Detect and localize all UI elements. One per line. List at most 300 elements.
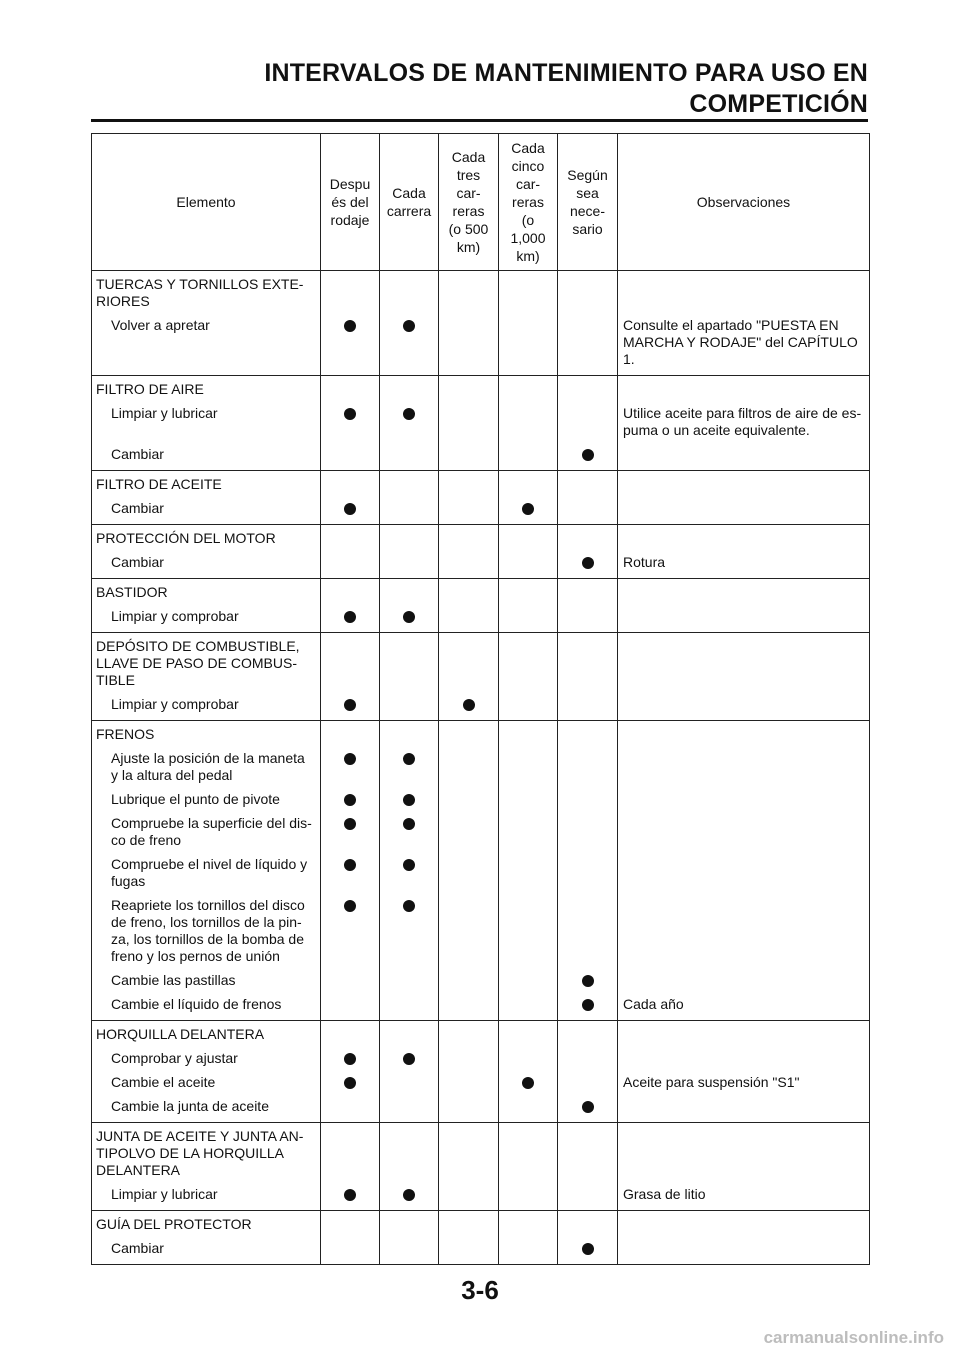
- interval-cell-despues-rodaje: [321, 554, 380, 579]
- category-label: [92, 271, 321, 318]
- interval-cell-despues-rodaje: [321, 500, 380, 525]
- table-row: [92, 750, 870, 791]
- bullet-icon: [463, 699, 475, 711]
- bullet-icon: [344, 859, 356, 871]
- category-label: [92, 525, 321, 555]
- empty-cell: [499, 471, 558, 501]
- empty-cell: [380, 271, 439, 318]
- empty-cell: [558, 1021, 618, 1051]
- item-label: [92, 1074, 321, 1098]
- header-line: nece-: [569, 203, 606, 219]
- interval-cell-cada-tres-carreras: [439, 405, 499, 446]
- item-line: Cambie la junta de aceite: [111, 1098, 269, 1114]
- header-line: és del: [331, 194, 369, 210]
- empty-cell: [618, 1123, 870, 1187]
- observation: [618, 317, 870, 376]
- header-line: 1,000: [510, 230, 546, 246]
- header-line: km): [516, 248, 540, 264]
- bullet-icon: [403, 818, 415, 830]
- item-line: Cambie el aceite: [111, 1074, 216, 1090]
- item-label: [92, 750, 321, 791]
- interval-cell-despues-rodaje: [321, 791, 380, 815]
- header-elemento: Elemento: [92, 134, 321, 271]
- observation: [618, 750, 870, 791]
- empty-cell: [380, 471, 439, 501]
- bullet-icon: [582, 1101, 594, 1113]
- empty-cell: [558, 471, 618, 501]
- interval-cell-segun-sea-necesario: [558, 608, 618, 633]
- page-title-line-1: INTERVALOS DE MANTENIMIENTO PARA USO EN: [264, 59, 868, 87]
- empty-cell: [439, 525, 499, 555]
- interval-cell-segun-sea-necesario: [558, 317, 618, 376]
- interval-cell-cada-carrera: [380, 405, 439, 446]
- category-line: TIBLE: [96, 672, 135, 688]
- empty-cell: [618, 525, 870, 555]
- interval-cell-cada-cinco-carreras: [499, 1240, 558, 1265]
- empty-cell: [439, 271, 499, 318]
- bullet-icon: [403, 611, 415, 623]
- empty-cell: [439, 471, 499, 501]
- interval-cell-cada-tres-carreras: [439, 972, 499, 996]
- interval-cell-cada-tres-carreras: [439, 1098, 499, 1123]
- interval-cell-cada-tres-carreras: [439, 897, 499, 972]
- header-line: Según: [567, 167, 608, 183]
- bullet-icon: [522, 503, 534, 515]
- observation-line: Consulte el apartado "PUESTA EN: [623, 317, 839, 333]
- category-row: [92, 376, 870, 406]
- item-line: Comprobar y ajustar: [111, 1050, 238, 1066]
- interval-cell-cada-cinco-carreras: [499, 405, 558, 446]
- observation: [618, 500, 870, 525]
- observation-line: Grasa de litio: [623, 1186, 706, 1202]
- interval-cell-cada-carrera: [380, 696, 439, 721]
- interval-cell-cada-carrera: [380, 1240, 439, 1265]
- item-label: [92, 815, 321, 856]
- category-row: [92, 271, 870, 318]
- bullet-icon: [344, 1077, 356, 1089]
- interval-cell-segun-sea-necesario: [558, 554, 618, 579]
- interval-cell-cada-tres-carreras: [439, 554, 499, 579]
- header-line: reras: [512, 194, 544, 210]
- header-line: tres: [456, 167, 481, 183]
- category-label: [92, 721, 321, 751]
- observation: [618, 446, 870, 471]
- observation: [618, 1240, 870, 1265]
- empty-cell: [439, 1123, 499, 1187]
- empty-cell: [380, 579, 439, 609]
- empty-cell: [499, 721, 558, 751]
- empty-cell: [618, 1211, 870, 1241]
- interval-cell-cada-cinco-carreras: [499, 1050, 558, 1074]
- empty-cell: [499, 1021, 558, 1051]
- category-row: [92, 1021, 870, 1051]
- interval-cell-cada-carrera: [380, 1186, 439, 1211]
- category-line: BASTIDOR: [96, 584, 168, 600]
- bullet-icon: [582, 449, 594, 461]
- interval-cell-cada-tres-carreras: [439, 1240, 499, 1265]
- item-line: Cambiar: [111, 1240, 164, 1256]
- table-row: [92, 608, 870, 633]
- bullet-icon: [344, 818, 356, 830]
- header-line: (o: [521, 212, 535, 228]
- observation: [618, 791, 870, 815]
- item-label: [92, 500, 321, 525]
- interval-cell-despues-rodaje: [321, 897, 380, 972]
- category-row: [92, 721, 870, 751]
- item-line: Limpiar y lubricar: [111, 405, 218, 421]
- watermark: carmanualsonline.info: [763, 1328, 944, 1347]
- observation: [618, 815, 870, 856]
- interval-cell-segun-sea-necesario: [558, 1186, 618, 1211]
- maintenance-table: [91, 133, 870, 1265]
- empty-cell: [321, 1021, 380, 1051]
- empty-cell: [618, 471, 870, 501]
- interval-cell-segun-sea-necesario: [558, 856, 618, 897]
- observation: [618, 608, 870, 633]
- interval-cell-despues-rodaje: [321, 750, 380, 791]
- item-line: fugas: [111, 873, 146, 889]
- interval-cell-cada-carrera: [380, 750, 439, 791]
- header-line: car-: [515, 176, 541, 192]
- header-observaciones: Observaciones: [618, 134, 870, 271]
- interval-cell-cada-cinco-carreras: [499, 897, 558, 972]
- empty-cell: [380, 1021, 439, 1051]
- item-label: [92, 405, 321, 446]
- category-row: [92, 579, 870, 609]
- item-line: Cambie las pastillas: [111, 972, 236, 988]
- page-title: [264, 58, 868, 120]
- interval-cell-cada-tres-carreras: [439, 446, 499, 471]
- interval-cell-despues-rodaje: [321, 446, 380, 471]
- interval-cell-cada-tres-carreras: [439, 500, 499, 525]
- interval-cell-cada-cinco-carreras: [499, 791, 558, 815]
- bullet-icon: [582, 557, 594, 569]
- observation-line: MARCHA Y RODAJE" del CAPÍTULO: [623, 334, 858, 350]
- item-label: [92, 791, 321, 815]
- category-label: [92, 376, 321, 406]
- interval-cell-cada-cinco-carreras: [499, 500, 558, 525]
- interval-cell-cada-cinco-carreras: [499, 317, 558, 376]
- bullet-icon: [522, 1077, 534, 1089]
- header-line: car-: [456, 185, 481, 201]
- item-line: Compruebe el nivel de líquido y: [111, 856, 308, 872]
- empty-cell: [558, 1123, 618, 1187]
- category-line: PROTECCIÓN DEL MOTOR: [96, 530, 276, 546]
- table-row: [92, 1098, 870, 1123]
- interval-cell-despues-rodaje: [321, 1186, 380, 1211]
- empty-cell: [321, 271, 380, 318]
- interval-cell-cada-cinco-carreras: [499, 696, 558, 721]
- interval-cell-cada-tres-carreras: [439, 1074, 499, 1098]
- observation-line: Utilice aceite para filtros de aire de es-: [623, 405, 862, 421]
- interval-cell-segun-sea-necesario: [558, 996, 618, 1021]
- empty-cell: [439, 376, 499, 406]
- header-line: carrera: [386, 203, 432, 219]
- empty-cell: [439, 1021, 499, 1051]
- header-line: sario: [572, 221, 603, 237]
- table-row: [92, 972, 870, 996]
- category-line: GUÍA DEL PROTECTOR: [96, 1216, 252, 1232]
- empty-cell: [499, 1211, 558, 1241]
- observation-line: Rotura: [623, 554, 666, 570]
- bullet-icon: [344, 753, 356, 765]
- interval-cell-cada-carrera: [380, 996, 439, 1021]
- category-label: [92, 1123, 321, 1187]
- interval-cell-cada-cinco-carreras: [499, 996, 558, 1021]
- interval-cell-despues-rodaje: [321, 972, 380, 996]
- header-line: Despu: [329, 176, 371, 192]
- item-line: Limpiar y lubricar: [111, 1186, 218, 1202]
- empty-cell: [380, 1123, 439, 1187]
- observation: [618, 405, 870, 446]
- category-line: FILTRO DE AIRE: [96, 381, 204, 397]
- empty-cell: [499, 271, 558, 318]
- table-row: [92, 554, 870, 579]
- interval-cell-cada-cinco-carreras: [499, 1074, 558, 1098]
- bullet-icon: [344, 320, 356, 332]
- observation: [618, 1186, 870, 1211]
- interval-cell-segun-sea-necesario: [558, 750, 618, 791]
- empty-cell: [558, 721, 618, 751]
- empty-cell: [321, 633, 380, 697]
- interval-cell-cada-tres-carreras: [439, 996, 499, 1021]
- header-line: (o 500: [448, 221, 489, 237]
- empty-cell: [439, 633, 499, 697]
- table-row: [92, 446, 870, 471]
- table-row: [92, 1186, 870, 1211]
- interval-cell-cada-cinco-carreras: [499, 856, 558, 897]
- interval-cell-cada-tres-carreras: [439, 696, 499, 721]
- empty-cell: [439, 1211, 499, 1241]
- page-title-line-2: COMPETICIÓN: [689, 90, 868, 118]
- interval-cell-cada-carrera: [380, 791, 439, 815]
- empty-cell: [380, 633, 439, 697]
- observation: [618, 1050, 870, 1074]
- empty-cell: [439, 721, 499, 751]
- category-line: HORQUILLA DELANTERA: [96, 1026, 265, 1042]
- table-body: [92, 271, 870, 1265]
- interval-cell-cada-carrera: [380, 972, 439, 996]
- header-line: rodaje: [330, 212, 370, 228]
- category-line: TIPOLVO DE LA HORQUILLA: [96, 1145, 285, 1161]
- observation: [618, 1098, 870, 1123]
- category-line: JUNTA DE ACEITE Y JUNTA AN-: [96, 1128, 304, 1144]
- interval-cell-cada-carrera: [380, 1098, 439, 1123]
- observation-line: Cada año: [623, 996, 684, 1012]
- interval-cell-segun-sea-necesario: [558, 972, 618, 996]
- interval-cell-cada-tres-carreras: [439, 750, 499, 791]
- item-label: [92, 1050, 321, 1074]
- observation: [618, 696, 870, 721]
- interval-cell-despues-rodaje: [321, 996, 380, 1021]
- empty-cell: [558, 271, 618, 318]
- table-row: [92, 1240, 870, 1265]
- bullet-icon: [344, 1053, 356, 1065]
- table-row: [92, 1074, 870, 1098]
- interval-cell-cada-carrera: [380, 554, 439, 579]
- table-row: [92, 317, 870, 376]
- observation-line: Aceite para suspensión "S1": [623, 1074, 800, 1090]
- observation-line: 1.: [623, 351, 635, 367]
- interval-cell-cada-cinco-carreras: [499, 815, 558, 856]
- empty-cell: [499, 579, 558, 609]
- table-row: [92, 791, 870, 815]
- interval-cell-cada-carrera: [380, 1050, 439, 1074]
- header-cada-tres-carreras: [439, 134, 499, 271]
- bullet-icon: [344, 794, 356, 806]
- bullet-icon: [403, 794, 415, 806]
- observation: [618, 897, 870, 972]
- header-cada-cinco-carreras: [499, 134, 558, 271]
- interval-cell-segun-sea-necesario: [558, 1074, 618, 1098]
- category-row: [92, 1123, 870, 1187]
- category-line: DEPÓSITO DE COMBUSTIBLE,: [96, 638, 300, 654]
- interval-cell-segun-sea-necesario: [558, 897, 618, 972]
- empty-cell: [439, 579, 499, 609]
- interval-cell-segun-sea-necesario: [558, 446, 618, 471]
- empty-cell: [618, 721, 870, 751]
- item-label: [92, 996, 321, 1021]
- category-line: TUERCAS Y TORNILLOS EXTE-: [96, 276, 304, 292]
- category-label: [92, 579, 321, 609]
- category-label: [92, 633, 321, 697]
- item-line: freno y los pernos de unión: [111, 948, 280, 964]
- interval-cell-despues-rodaje: [321, 608, 380, 633]
- bullet-icon: [403, 753, 415, 765]
- interval-cell-cada-cinco-carreras: [499, 446, 558, 471]
- empty-cell: [380, 721, 439, 751]
- interval-cell-despues-rodaje: [321, 1240, 380, 1265]
- interval-cell-cada-tres-carreras: [439, 1050, 499, 1074]
- header-line: cinco: [511, 158, 545, 174]
- bullet-icon: [403, 859, 415, 871]
- interval-cell-cada-tres-carreras: [439, 791, 499, 815]
- bullet-icon: [344, 900, 356, 912]
- table-row: [92, 897, 870, 972]
- item-line: Lubrique el punto de pivote: [111, 791, 280, 807]
- category-label: [92, 1021, 321, 1051]
- category-line: FILTRO DE ACEITE: [96, 476, 222, 492]
- observation: [618, 996, 870, 1021]
- bullet-icon: [344, 408, 356, 420]
- item-line: Limpiar y comprobar: [111, 696, 239, 712]
- interval-cell-segun-sea-necesario: [558, 1050, 618, 1074]
- interval-cell-segun-sea-necesario: [558, 791, 618, 815]
- interval-cell-cada-cinco-carreras: [499, 1186, 558, 1211]
- item-label: [92, 608, 321, 633]
- empty-cell: [499, 633, 558, 697]
- category-label: [92, 471, 321, 501]
- bullet-icon: [403, 408, 415, 420]
- empty-cell: [558, 1211, 618, 1241]
- item-line: Cambiar: [111, 500, 164, 516]
- category-line: LLAVE DE PASO DE COMBUS-: [96, 655, 297, 671]
- empty-cell: [618, 633, 870, 697]
- empty-cell: [618, 1021, 870, 1051]
- bullet-icon: [403, 1053, 415, 1065]
- empty-cell: [499, 525, 558, 555]
- interval-cell-cada-carrera: [380, 856, 439, 897]
- interval-cell-cada-cinco-carreras: [499, 1098, 558, 1123]
- category-label: [92, 1211, 321, 1241]
- interval-cell-segun-sea-necesario: [558, 500, 618, 525]
- observation: [618, 972, 870, 996]
- interval-cell-segun-sea-necesario: [558, 696, 618, 721]
- item-line: Limpiar y comprobar: [111, 608, 239, 624]
- interval-cell-segun-sea-necesario: [558, 815, 618, 856]
- item-label: [92, 897, 321, 972]
- interval-cell-cada-carrera: [380, 897, 439, 972]
- interval-cell-cada-carrera: [380, 815, 439, 856]
- table-row: [92, 500, 870, 525]
- empty-cell: [380, 1211, 439, 1241]
- bullet-icon: [344, 611, 356, 623]
- observation: [618, 1074, 870, 1098]
- bullet-icon: [403, 900, 415, 912]
- empty-cell: [321, 1123, 380, 1187]
- interval-cell-cada-carrera: [380, 1074, 439, 1098]
- bullet-icon: [344, 699, 356, 711]
- bullet-icon: [403, 320, 415, 332]
- empty-cell: [558, 633, 618, 697]
- interval-cell-cada-cinco-carreras: [499, 554, 558, 579]
- item-label: [92, 696, 321, 721]
- item-line: Cambie el líquido de frenos: [111, 996, 282, 1012]
- item-line: Compruebe la superficie del dis-: [111, 815, 312, 831]
- empty-cell: [321, 376, 380, 406]
- item-label: [92, 972, 321, 996]
- category-row: [92, 471, 870, 501]
- interval-cell-despues-rodaje: [321, 1050, 380, 1074]
- bullet-icon: [582, 1243, 594, 1255]
- item-label: [92, 856, 321, 897]
- empty-cell: [321, 721, 380, 751]
- category-row: [92, 1211, 870, 1241]
- category-row: [92, 525, 870, 555]
- table-row: [92, 405, 870, 446]
- interval-cell-despues-rodaje: [321, 856, 380, 897]
- item-label: [92, 446, 321, 471]
- table-row: [92, 856, 870, 897]
- header-line: sea: [576, 185, 599, 201]
- interval-cell-segun-sea-necesario: [558, 1240, 618, 1265]
- header-line: Cada: [392, 185, 426, 201]
- interval-cell-cada-carrera: [380, 317, 439, 376]
- header-line: Cada: [511, 140, 545, 156]
- interval-cell-cada-carrera: [380, 446, 439, 471]
- table-row: [92, 996, 870, 1021]
- interval-cell-cada-cinco-carreras: [499, 972, 558, 996]
- category-line: DELANTERA: [96, 1162, 181, 1178]
- header-despues-rodaje: [321, 134, 380, 271]
- empty-cell: [321, 525, 380, 555]
- table-row: [92, 696, 870, 721]
- empty-cell: [618, 579, 870, 609]
- empty-cell: [618, 271, 870, 318]
- category-row: [92, 633, 870, 697]
- interval-cell-cada-cinco-carreras: [499, 608, 558, 633]
- item-line: Cambiar: [111, 554, 164, 570]
- empty-cell: [558, 525, 618, 555]
- bullet-icon: [344, 1189, 356, 1201]
- item-label: [92, 317, 321, 376]
- bullet-icon: [582, 999, 594, 1011]
- item-line: Volver a apretar: [111, 317, 210, 333]
- category-line: FRENOS: [96, 726, 155, 742]
- interval-cell-despues-rodaje: [321, 405, 380, 446]
- interval-cell-cada-tres-carreras: [439, 1186, 499, 1211]
- header-line: reras: [452, 203, 485, 219]
